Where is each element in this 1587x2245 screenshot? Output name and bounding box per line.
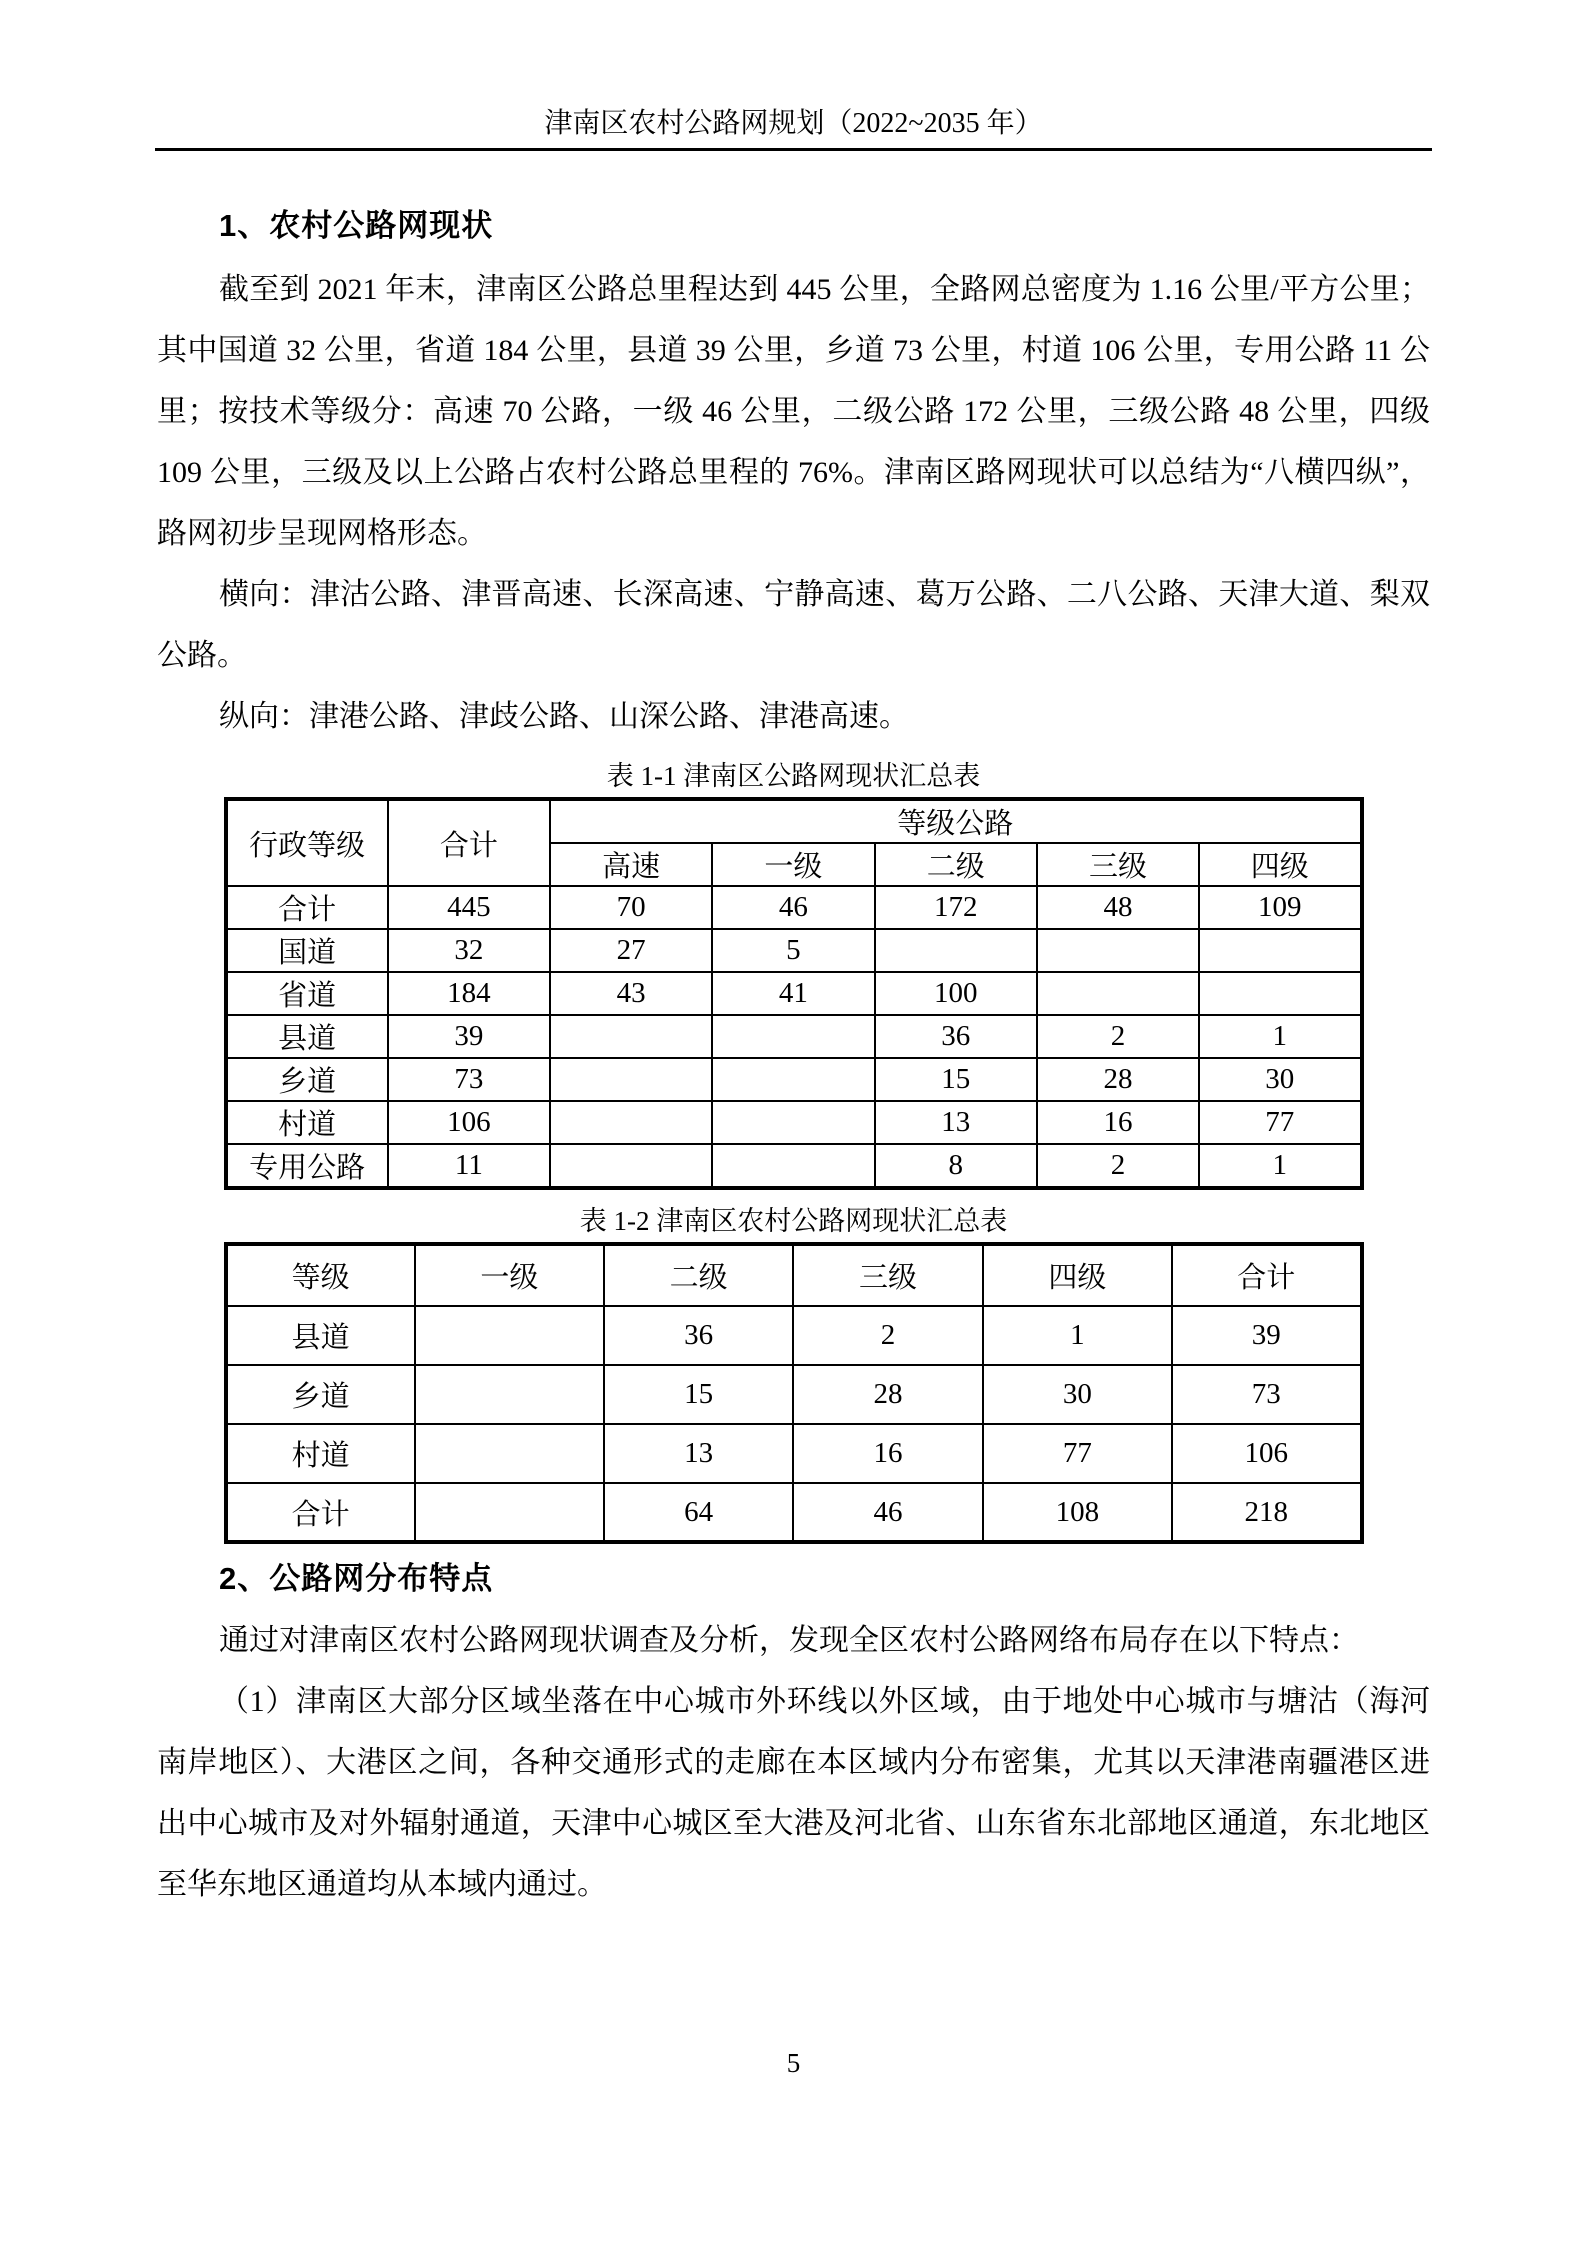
t1-cell: 77 bbox=[1199, 1101, 1361, 1144]
t1-cell bbox=[1037, 929, 1199, 972]
t1-row-label: 乡道 bbox=[226, 1058, 388, 1101]
t1-cell bbox=[712, 1144, 874, 1188]
table-row bbox=[226, 886, 1362, 929]
t1-header-grade-3: 三级 bbox=[1037, 843, 1199, 886]
t2-cell bbox=[415, 1365, 604, 1424]
t1-cell: 41 bbox=[712, 972, 874, 1015]
t2-cell: 13 bbox=[604, 1424, 793, 1483]
section-1-paragraph-1: 截至到 2021 年末，津南区公路总里程达到 445 公里，全路网总密度为 1.16 公里/平方公里；其中国道 32 公里，省道 184 公里，县道 39 公里，乡道 73 公里，村道 106 公里，专用公路 11 公里；按技术等级分：高速 70 公路，一级 46 公里，二级公路 172 公里，三级公路 48 公里，四级 109 公里，三级及以上公路占农村公路总里程的 76%。津南区路网现状可以总结为“八横四纵”，路网初步呈现网格形态。 bbox=[157, 273, 1430, 550]
t2-cell: 39 bbox=[1172, 1306, 1361, 1365]
t1-cell bbox=[712, 1015, 874, 1058]
t1-cell: 73 bbox=[388, 1058, 550, 1101]
t2-cell bbox=[415, 1424, 604, 1483]
t2-cell: 73 bbox=[1172, 1365, 1361, 1424]
t2-row-label: 村道 bbox=[226, 1424, 415, 1483]
t1-cell: 8 bbox=[875, 1144, 1037, 1188]
t2-cell: 30 bbox=[983, 1365, 1172, 1424]
t2-cell: 46 bbox=[793, 1483, 982, 1542]
t1-cell: 184 bbox=[388, 972, 550, 1015]
t2-row-label: 县道 bbox=[226, 1306, 415, 1365]
t2-cell: 64 bbox=[604, 1483, 793, 1542]
t2-cell: 106 bbox=[1172, 1424, 1361, 1483]
t1-cell: 46 bbox=[712, 886, 874, 929]
section-1-paragraph-vertical-roads: 纵向：津港公路、津歧公路、山深公路、津港高速。 bbox=[219, 700, 909, 733]
t1-cell: 2 bbox=[1037, 1144, 1199, 1188]
section-1-heading: 1、农村公路网现状 bbox=[219, 208, 494, 243]
t1-row-label: 国道 bbox=[226, 929, 388, 972]
t2-cell: 15 bbox=[604, 1365, 793, 1424]
table-row bbox=[226, 1483, 1362, 1542]
t2-cell: 36 bbox=[604, 1306, 793, 1365]
t1-cell: 30 bbox=[1199, 1058, 1361, 1101]
t1-cell: 15 bbox=[875, 1058, 1037, 1101]
t1-cell: 28 bbox=[1037, 1058, 1199, 1101]
t1-cell: 43 bbox=[550, 972, 712, 1015]
t1-cell: 172 bbox=[875, 886, 1037, 929]
section-2-paragraph-2: （1）津南区大部分区域坐落在中心城市外环线以外区域，由于地处中心城市与塘沽（海河南岸地区）、大港区之间，各种交通形式的走廊在本区域内分布密集，尤其以天津港南疆港区进出中心城市及对外辐射通道，天津中心城区至大港及河北省、山东省东北部地区通道，东北地区至华东地区通道均从本域内通过。 bbox=[157, 1685, 1430, 1901]
t2-cell: 1 bbox=[983, 1306, 1172, 1365]
t1-cell bbox=[550, 1058, 712, 1101]
t1-cell: 1 bbox=[1199, 1015, 1361, 1058]
t1-cell: 36 bbox=[875, 1015, 1037, 1058]
t2-header-grade: 等级 bbox=[226, 1244, 415, 1306]
t1-cell bbox=[712, 1058, 874, 1101]
table-row bbox=[226, 1365, 1362, 1424]
section-2-heading: 2、公路网分布特点 bbox=[219, 1561, 494, 1596]
t1-cell: 2 bbox=[1037, 1015, 1199, 1058]
t2-cell: 2 bbox=[793, 1306, 982, 1365]
t1-header-admin-level: 行政等级 bbox=[226, 799, 388, 886]
t1-cell: 100 bbox=[875, 972, 1037, 1015]
table-row bbox=[226, 1144, 1362, 1188]
t1-cell: 70 bbox=[550, 886, 712, 929]
header-rule bbox=[155, 148, 1432, 151]
t2-cell: 16 bbox=[793, 1424, 982, 1483]
table-row bbox=[226, 1424, 1362, 1483]
t1-cell bbox=[550, 1015, 712, 1058]
t1-row-label: 县道 bbox=[226, 1015, 388, 1058]
t1-cell bbox=[1037, 972, 1199, 1015]
t1-cell: 109 bbox=[1199, 886, 1361, 929]
t2-cell: 218 bbox=[1172, 1483, 1361, 1542]
t2-header-grade-1: 一级 bbox=[415, 1244, 604, 1306]
table-1-1 bbox=[224, 797, 1364, 1190]
table-row bbox=[226, 1015, 1362, 1058]
section-1-paragraph-horizontal-roads: 横向：津沽公路、津晋高速、长深高速、宁静高速、葛万公路、二八公路、天津大道、梨双公路。 bbox=[157, 578, 1430, 672]
table-row bbox=[226, 972, 1362, 1015]
t1-cell: 16 bbox=[1037, 1101, 1199, 1144]
t1-cell: 32 bbox=[388, 929, 550, 972]
t1-header-grade-group: 等级公路 bbox=[550, 799, 1361, 843]
t2-header-grade-3: 三级 bbox=[793, 1244, 982, 1306]
t1-cell: 11 bbox=[388, 1144, 550, 1188]
document-content bbox=[157, 203, 1430, 1915]
t1-row-label: 合计 bbox=[226, 886, 388, 929]
t1-row-label: 村道 bbox=[226, 1101, 388, 1144]
t1-cell: 13 bbox=[875, 1101, 1037, 1144]
t1-cell bbox=[875, 929, 1037, 972]
t2-header-grade-2: 二级 bbox=[604, 1244, 793, 1306]
t1-cell: 27 bbox=[550, 929, 712, 972]
t2-row-label: 合计 bbox=[226, 1483, 415, 1542]
t1-cell bbox=[1199, 972, 1361, 1015]
page-number: 5 bbox=[786, 2048, 801, 2078]
document-header-title: 津南区农村公路网规划（2022~2035 年） bbox=[544, 108, 1043, 139]
t1-cell: 39 bbox=[388, 1015, 550, 1058]
table-row bbox=[226, 1058, 1362, 1101]
t1-header-expressway: 高速 bbox=[550, 843, 712, 886]
table-row bbox=[226, 929, 1362, 972]
t1-cell bbox=[550, 1101, 712, 1144]
t1-row-label: 省道 bbox=[226, 972, 388, 1015]
t1-header-total: 合计 bbox=[388, 799, 550, 886]
t1-cell: 5 bbox=[712, 929, 874, 972]
table-1-2 bbox=[224, 1242, 1364, 1544]
t1-header-grade-4: 四级 bbox=[1199, 843, 1361, 886]
t1-row-label: 专用公路 bbox=[226, 1144, 388, 1188]
t1-cell bbox=[1199, 929, 1361, 972]
t2-cell bbox=[415, 1483, 604, 1542]
t1-cell: 1 bbox=[1199, 1144, 1361, 1188]
section-2-paragraph-1: 通过对津南区农村公路网现状调查及分析，发现全区农村公路网络布局存在以下特点： bbox=[219, 1624, 1359, 1657]
t2-header-grade-4: 四级 bbox=[983, 1244, 1172, 1306]
t2-cell bbox=[415, 1306, 604, 1365]
t1-cell: 445 bbox=[388, 886, 550, 929]
t1-cell bbox=[550, 1144, 712, 1188]
t2-row-label: 乡道 bbox=[226, 1365, 415, 1424]
t1-header-grade-1: 一级 bbox=[712, 843, 874, 886]
t2-cell: 108 bbox=[983, 1483, 1172, 1542]
t2-header-total: 合计 bbox=[1172, 1244, 1361, 1306]
table-row bbox=[226, 1101, 1362, 1144]
table-1-2-caption: 表 1-2 津南区农村公路网现状汇总表 bbox=[579, 1206, 1008, 1236]
t1-cell bbox=[712, 1101, 874, 1144]
t2-cell: 77 bbox=[983, 1424, 1172, 1483]
t1-header-grade-2: 二级 bbox=[875, 843, 1037, 886]
t1-cell: 106 bbox=[388, 1101, 550, 1144]
t2-cell: 28 bbox=[793, 1365, 982, 1424]
table-row bbox=[226, 1306, 1362, 1365]
t1-cell: 48 bbox=[1037, 886, 1199, 929]
table-1-1-caption: 表 1-1 津南区公路网现状汇总表 bbox=[606, 761, 981, 791]
